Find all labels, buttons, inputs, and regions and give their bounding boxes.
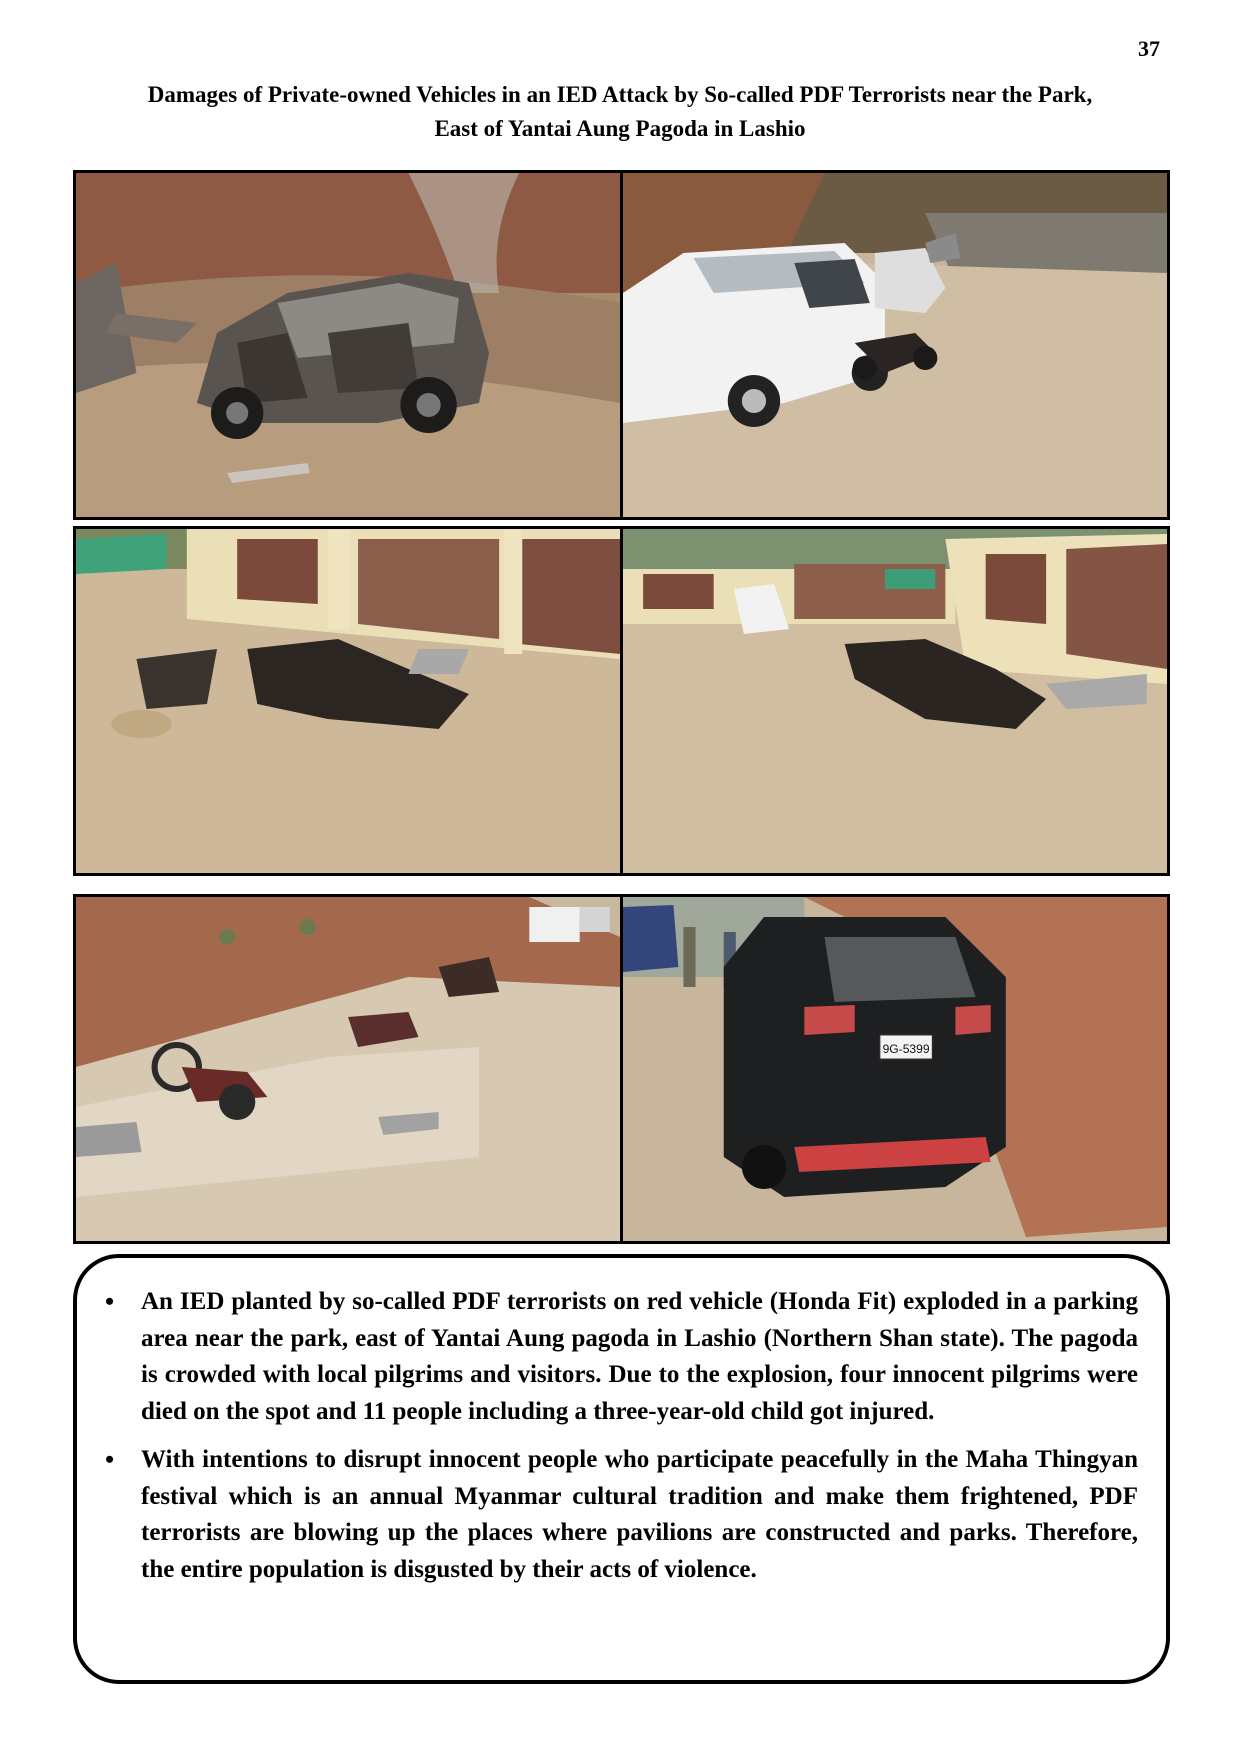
photo-burnt-car xyxy=(76,173,620,517)
bullet-marker: • xyxy=(105,1445,115,1474)
page-title-line-1: Damages of Private-owned Vehicles in an IED Attack by So-called PDF Terrorists near the Park, xyxy=(147,82,1093,107)
bullet-item-2 xyxy=(105,1442,1138,1588)
photo-white-cars-road xyxy=(623,173,1167,517)
photo-motorcycle-wreck-fence xyxy=(76,529,620,873)
photo-damaged-suv xyxy=(623,897,1167,1241)
bullet-list xyxy=(105,1284,1138,1588)
description-box xyxy=(73,1254,1170,1684)
page-number: 37 xyxy=(1138,36,1160,61)
page-title-line-2: East of Yantai Aung Pagoda in Lashio xyxy=(434,116,806,141)
bullet-text: An IED planted by so-called PDF terrorists on red vehicle (Honda Fit) exploded in a parking area near the park, east of Yantai Aung pagoda in Lashio (Northern Shan state). The pagoda is crowded with local pilgrims and visitors. Due to the explosion, four innocent pilgrims were died on the spot and 11 people including a three-year-old child got injured. xyxy=(141,1288,1138,1425)
photo-row-3 xyxy=(73,894,1170,1244)
photo-wreck-gate-view xyxy=(623,529,1167,873)
photo-row-2 xyxy=(73,526,1170,876)
license-plate: 9G-5399 xyxy=(882,1042,930,1056)
page-title xyxy=(70,78,1170,146)
photo-row-1 xyxy=(73,170,1170,520)
bullet-text: With intentions to disrupt innocent people who participate peacefully in the Maha Thingyan festival which is an annual Myanmar cultural tradition and make them frightened, PDF terrorists are blowing up the places where pavilions are constructed and parks. Therefore, the entire population is disgusted by their acts of violence. xyxy=(141,1446,1138,1583)
bullet-item-1 xyxy=(105,1284,1138,1430)
bullet-marker: • xyxy=(105,1287,115,1316)
photo-motorcycles-hillside xyxy=(76,897,620,1241)
